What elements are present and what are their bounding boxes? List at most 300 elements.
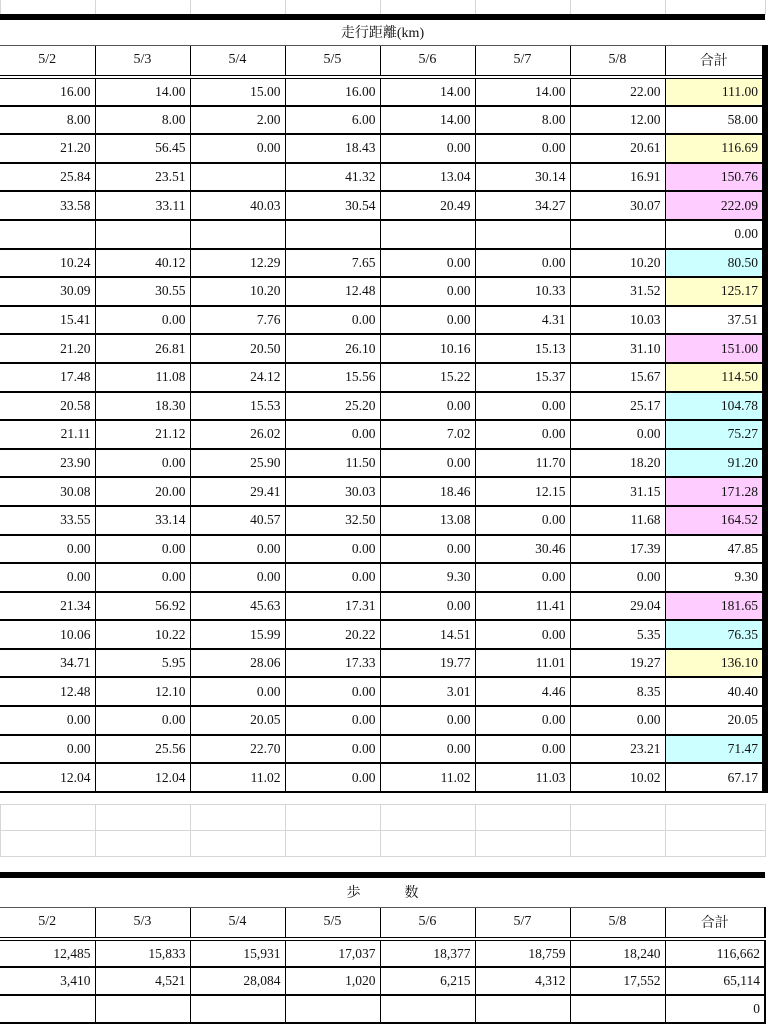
data-cell[interactable]: 10.20 <box>570 249 665 278</box>
data-cell[interactable]: 0.00 <box>475 420 570 449</box>
table-row <box>0 535 765 564</box>
data-cell[interactable] <box>285 220 380 249</box>
data-cell[interactable]: 21.12 <box>95 420 190 449</box>
data-cell[interactable]: 18.20 <box>570 449 665 478</box>
data-cell[interactable]: 15.00 <box>190 77 285 106</box>
data-cell[interactable]: 28.06 <box>190 649 285 678</box>
data-cell[interactable]: 29.04 <box>570 592 665 621</box>
data-cell[interactable]: 14.51 <box>380 620 475 649</box>
data-cell[interactable]: 15.37 <box>475 363 570 392</box>
data-cell[interactable]: 25.90 <box>190 449 285 478</box>
data-cell[interactable] <box>190 995 285 1023</box>
data-cell[interactable]: 17.39 <box>570 535 665 564</box>
table-row <box>0 220 765 249</box>
data-cell[interactable]: 10.33 <box>475 277 570 306</box>
data-cell[interactable]: 3,410 <box>0 967 95 995</box>
total-cell[interactable]: 9.30 <box>665 563 765 592</box>
table-row <box>0 967 765 995</box>
data-cell[interactable]: 4,521 <box>95 967 190 995</box>
table-row <box>0 277 765 306</box>
total-cell[interactable]: 116,662 <box>665 939 765 967</box>
table-row <box>0 363 765 392</box>
data-cell[interactable]: 11.03 <box>475 763 570 792</box>
total-cell[interactable]: 67.17 <box>665 763 765 792</box>
data-cell[interactable]: 0.00 <box>570 706 665 735</box>
total-cell[interactable]: 136.10 <box>665 649 765 678</box>
table-row <box>0 420 765 449</box>
empty-grid-middle <box>0 804 766 857</box>
data-cell[interactable]: 12.04 <box>95 763 190 792</box>
data-cell[interactable]: 30.14 <box>475 163 570 192</box>
data-cell[interactable]: 0.00 <box>95 306 190 335</box>
data-cell[interactable]: 12.48 <box>0 677 95 706</box>
table-row <box>0 706 765 735</box>
data-cell[interactable]: 31.15 <box>570 477 665 506</box>
grid-cell[interactable] <box>286 805 381 831</box>
data-cell[interactable]: 40.12 <box>95 249 190 278</box>
header-date[interactable]: 5/8 <box>570 45 665 77</box>
steps-title-left: 歩 <box>346 886 361 902</box>
header-date[interactable]: 5/4 <box>190 907 285 939</box>
header-date[interactable]: 5/5 <box>285 907 380 939</box>
data-cell[interactable]: 10.03 <box>570 306 665 335</box>
data-cell[interactable]: 11.08 <box>95 363 190 392</box>
data-cell[interactable]: 14.00 <box>380 77 475 106</box>
data-cell[interactable]: 17.31 <box>285 592 380 621</box>
header-total[interactable]: 合計 <box>665 907 765 939</box>
data-cell[interactable]: 14.00 <box>95 77 190 106</box>
data-cell[interactable]: 56.45 <box>95 134 190 163</box>
grid-cell[interactable] <box>666 0 766 15</box>
data-cell[interactable]: 15,931 <box>190 939 285 967</box>
grid-cell[interactable] <box>571 0 666 15</box>
header-date[interactable]: 5/6 <box>380 907 475 939</box>
data-cell[interactable]: 4,312 <box>475 967 570 995</box>
grid-cell[interactable] <box>571 805 666 831</box>
data-cell[interactable]: 15,833 <box>95 939 190 967</box>
header-date[interactable]: 5/5 <box>285 45 380 77</box>
data-cell[interactable]: 0.00 <box>475 735 570 764</box>
data-cell[interactable]: 24.12 <box>190 363 285 392</box>
data-cell[interactable]: 6.00 <box>285 106 380 135</box>
data-cell[interactable]: 45.63 <box>190 592 285 621</box>
table-row <box>0 763 765 792</box>
data-cell[interactable] <box>380 995 475 1023</box>
data-cell[interactable]: 0.00 <box>380 706 475 735</box>
total-cell[interactable]: 80.50 <box>665 249 765 278</box>
header-date[interactable]: 5/6 <box>380 45 475 77</box>
data-cell[interactable]: 0.00 <box>190 677 285 706</box>
grid-cell[interactable] <box>476 831 571 857</box>
total-cell[interactable]: 151.00 <box>665 334 765 363</box>
data-cell[interactable]: 31.52 <box>570 277 665 306</box>
data-cell[interactable]: 11.02 <box>380 763 475 792</box>
data-cell[interactable]: 25.17 <box>570 392 665 421</box>
data-cell[interactable]: 0.00 <box>95 535 190 564</box>
total-cell[interactable]: 0 <box>665 995 765 1023</box>
total-cell[interactable]: 37.51 <box>665 306 765 335</box>
data-cell[interactable]: 0.00 <box>190 563 285 592</box>
data-cell[interactable]: 17,552 <box>570 967 665 995</box>
data-cell[interactable]: 0.00 <box>475 506 570 535</box>
data-cell[interactable]: 7.02 <box>380 420 475 449</box>
data-cell[interactable]: 6,215 <box>380 967 475 995</box>
grid-cell[interactable] <box>191 831 286 857</box>
grid-cell[interactable] <box>1 805 96 831</box>
data-cell[interactable]: 22.70 <box>190 735 285 764</box>
grid-cell[interactable] <box>666 805 766 831</box>
total-cell[interactable]: 150.76 <box>665 163 765 192</box>
grid-cell[interactable] <box>476 805 571 831</box>
grid-cell[interactable] <box>96 0 191 15</box>
total-cell[interactable]: 75.27 <box>665 420 765 449</box>
data-cell[interactable]: 11.02 <box>190 763 285 792</box>
data-cell[interactable]: 0.00 <box>475 392 570 421</box>
data-cell[interactable]: 10.16 <box>380 334 475 363</box>
data-cell[interactable]: 17,037 <box>285 939 380 967</box>
data-cell[interactable]: 10.22 <box>95 620 190 649</box>
data-cell[interactable] <box>95 995 190 1023</box>
data-cell[interactable]: 15.67 <box>570 363 665 392</box>
header-total[interactable]: 合計 <box>665 45 765 77</box>
data-cell[interactable]: 0.00 <box>475 134 570 163</box>
header-date[interactable]: 5/4 <box>190 45 285 77</box>
data-cell[interactable]: 30.03 <box>285 477 380 506</box>
data-cell[interactable]: 20.61 <box>570 134 665 163</box>
data-cell[interactable]: 22.00 <box>570 77 665 106</box>
table-row <box>0 191 765 220</box>
data-cell[interactable]: 18,377 <box>380 939 475 967</box>
data-cell[interactable]: 0.00 <box>190 134 285 163</box>
table-row <box>0 77 765 106</box>
total-cell[interactable]: 116.69 <box>665 134 765 163</box>
total-cell[interactable]: 20.05 <box>665 706 765 735</box>
data-cell[interactable]: 34.71 <box>0 649 95 678</box>
data-cell[interactable]: 12.00 <box>570 106 665 135</box>
data-cell[interactable]: 5.95 <box>95 649 190 678</box>
data-cell[interactable]: 5.35 <box>570 620 665 649</box>
data-cell[interactable]: 17.33 <box>285 649 380 678</box>
data-cell[interactable]: 12.10 <box>95 677 190 706</box>
grid-cell[interactable] <box>1 0 96 15</box>
data-cell[interactable]: 28,084 <box>190 967 285 995</box>
total-cell[interactable]: 71.47 <box>665 735 765 764</box>
total-cell[interactable]: 0.00 <box>665 220 765 249</box>
data-cell[interactable]: 10.20 <box>190 277 285 306</box>
header-date[interactable]: 5/2 <box>0 907 95 939</box>
data-cell[interactable] <box>475 220 570 249</box>
data-cell[interactable]: 18.46 <box>380 477 475 506</box>
table-row <box>0 163 765 192</box>
data-cell[interactable]: 0.00 <box>285 677 380 706</box>
data-cell[interactable]: 11.70 <box>475 449 570 478</box>
data-cell[interactable]: 25.84 <box>0 163 95 192</box>
data-cell[interactable]: 0.00 <box>95 706 190 735</box>
data-cell[interactable]: 33.58 <box>0 191 95 220</box>
table-row <box>0 306 765 335</box>
total-cell[interactable]: 91.20 <box>665 449 765 478</box>
distance-table <box>0 14 768 793</box>
data-cell[interactable]: 21.34 <box>0 592 95 621</box>
data-cell[interactable]: 25.20 <box>285 392 380 421</box>
data-cell[interactable]: 20.22 <box>285 620 380 649</box>
grid-cell[interactable] <box>191 0 286 15</box>
grid-cell[interactable] <box>96 831 191 857</box>
data-cell[interactable]: 0.00 <box>380 392 475 421</box>
data-cell[interactable]: 23.21 <box>570 735 665 764</box>
data-cell[interactable]: 41.32 <box>285 163 380 192</box>
data-cell[interactable]: 21.11 <box>0 420 95 449</box>
table-row <box>0 249 765 278</box>
total-cell[interactable]: 181.65 <box>665 592 765 621</box>
data-cell[interactable]: 25.56 <box>95 735 190 764</box>
data-cell[interactable]: 26.02 <box>190 420 285 449</box>
total-cell[interactable]: 65,114 <box>665 967 765 995</box>
data-cell[interactable]: 12.48 <box>285 277 380 306</box>
data-cell[interactable]: 12.15 <box>475 477 570 506</box>
data-cell[interactable]: 0.00 <box>285 535 380 564</box>
total-cell[interactable]: 125.17 <box>665 277 765 306</box>
data-cell[interactable]: 11.68 <box>570 506 665 535</box>
header-date[interactable]: 5/3 <box>95 907 190 939</box>
data-cell[interactable]: 11.01 <box>475 649 570 678</box>
steps-table-title[interactable] <box>0 875 765 907</box>
data-cell[interactable] <box>190 163 285 192</box>
data-cell[interactable]: 0.00 <box>285 763 380 792</box>
data-cell[interactable]: 0.00 <box>285 420 380 449</box>
distance-table-title[interactable]: 走行距離(km) <box>0 17 765 45</box>
data-cell[interactable]: 20.58 <box>0 392 95 421</box>
table-row <box>0 106 765 135</box>
steps-title-right: 数 <box>404 886 419 902</box>
data-cell[interactable]: 19.27 <box>570 649 665 678</box>
data-cell[interactable]: 8.00 <box>0 106 95 135</box>
data-cell[interactable]: 2.00 <box>190 106 285 135</box>
data-cell[interactable]: 15.99 <box>190 620 285 649</box>
data-cell[interactable]: 11.50 <box>285 449 380 478</box>
data-cell[interactable]: 0.00 <box>285 563 380 592</box>
data-cell[interactable]: 33.11 <box>95 191 190 220</box>
data-cell[interactable] <box>570 220 665 249</box>
data-cell[interactable]: 15.53 <box>190 392 285 421</box>
empty-grid-top <box>0 0 766 15</box>
grid-cell[interactable] <box>381 805 476 831</box>
data-cell[interactable]: 15.41 <box>0 306 95 335</box>
total-cell[interactable]: 111.00 <box>665 77 765 106</box>
data-cell[interactable]: 30.08 <box>0 477 95 506</box>
table-row <box>0 477 765 506</box>
data-cell[interactable]: 16.91 <box>570 163 665 192</box>
data-cell[interactable]: 40.03 <box>190 191 285 220</box>
data-cell[interactable]: 4.46 <box>475 677 570 706</box>
data-cell[interactable]: 0.00 <box>285 306 380 335</box>
data-cell[interactable]: 30.46 <box>475 535 570 564</box>
data-cell[interactable]: 23.90 <box>0 449 95 478</box>
data-cell[interactable]: 16.00 <box>0 77 95 106</box>
data-cell[interactable]: 8.00 <box>95 106 190 135</box>
data-cell[interactable] <box>475 995 570 1023</box>
data-cell[interactable]: 26.10 <box>285 334 380 363</box>
grid-cell[interactable] <box>286 831 381 857</box>
data-cell[interactable]: 30.07 <box>570 191 665 220</box>
table-row <box>0 939 765 967</box>
data-cell[interactable]: 0.00 <box>570 420 665 449</box>
total-cell[interactable]: 76.35 <box>665 620 765 649</box>
total-cell[interactable]: 171.28 <box>665 477 765 506</box>
data-cell[interactable]: 0.00 <box>475 563 570 592</box>
data-cell[interactable]: 11.41 <box>475 592 570 621</box>
data-cell[interactable]: 26.81 <box>95 334 190 363</box>
data-cell[interactable]: 20.49 <box>380 191 475 220</box>
data-cell[interactable]: 0.00 <box>0 535 95 564</box>
data-cell[interactable]: 34.27 <box>475 191 570 220</box>
data-cell[interactable]: 0.00 <box>380 449 475 478</box>
data-cell[interactable]: 30.54 <box>285 191 380 220</box>
data-cell[interactable]: 13.08 <box>380 506 475 535</box>
data-cell[interactable]: 7.65 <box>285 249 380 278</box>
data-cell[interactable]: 0.00 <box>95 449 190 478</box>
header-date[interactable]: 5/7 <box>475 907 570 939</box>
data-cell[interactable]: 30.55 <box>95 277 190 306</box>
data-cell[interactable]: 13.04 <box>380 163 475 192</box>
data-cell[interactable]: 0.00 <box>0 563 95 592</box>
data-cell[interactable]: 0.00 <box>0 735 95 764</box>
table-row <box>0 620 765 649</box>
grid-cell[interactable] <box>191 805 286 831</box>
data-cell[interactable] <box>0 995 95 1023</box>
data-cell[interactable]: 12,485 <box>0 939 95 967</box>
total-cell[interactable]: 104.78 <box>665 392 765 421</box>
data-cell[interactable]: 20.05 <box>190 706 285 735</box>
header-date[interactable]: 5/7 <box>475 45 570 77</box>
data-cell[interactable]: 0.00 <box>0 706 95 735</box>
data-cell[interactable]: 0.00 <box>380 306 475 335</box>
data-cell[interactable]: 0.00 <box>380 535 475 564</box>
data-cell[interactable]: 7.76 <box>190 306 285 335</box>
table-row <box>0 995 765 1023</box>
table-row <box>0 592 765 621</box>
data-cell[interactable]: 10.06 <box>0 620 95 649</box>
data-cell[interactable]: 16.00 <box>285 77 380 106</box>
data-cell[interactable]: 21.20 <box>0 334 95 363</box>
table-row <box>0 449 765 478</box>
data-cell[interactable] <box>285 995 380 1023</box>
data-cell[interactable]: 0.00 <box>380 134 475 163</box>
table-row <box>0 649 765 678</box>
data-cell[interactable]: 14.00 <box>380 106 475 135</box>
data-cell[interactable]: 15.56 <box>285 363 380 392</box>
grid-cell[interactable] <box>96 805 191 831</box>
data-cell[interactable]: 18.30 <box>95 392 190 421</box>
grid-cell[interactable] <box>571 831 666 857</box>
data-cell[interactable]: 0.00 <box>475 620 570 649</box>
data-cell[interactable] <box>570 995 665 1023</box>
grid-cell[interactable] <box>666 831 766 857</box>
data-cell[interactable]: 0.00 <box>95 563 190 592</box>
data-cell[interactable]: 32.50 <box>285 506 380 535</box>
total-cell[interactable]: 40.40 <box>665 677 765 706</box>
data-cell[interactable]: 8.35 <box>570 677 665 706</box>
table-row <box>0 563 765 592</box>
data-cell[interactable]: 0.00 <box>380 592 475 621</box>
table-row <box>0 334 765 363</box>
data-cell[interactable]: 18,759 <box>475 939 570 967</box>
data-cell[interactable]: 23.51 <box>95 163 190 192</box>
data-cell[interactable]: 0.00 <box>380 249 475 278</box>
steps-table <box>0 872 766 1024</box>
table-row <box>0 735 765 764</box>
data-cell[interactable]: 15.13 <box>475 334 570 363</box>
data-cell[interactable]: 0.00 <box>285 706 380 735</box>
data-cell[interactable]: 4.31 <box>475 306 570 335</box>
data-cell[interactable]: 18,240 <box>570 939 665 967</box>
total-cell[interactable]: 222.09 <box>665 191 765 220</box>
data-cell[interactable]: 14.00 <box>475 77 570 106</box>
total-cell[interactable]: 47.85 <box>665 535 765 564</box>
data-cell[interactable]: 21.20 <box>0 134 95 163</box>
data-cell[interactable]: 0.00 <box>475 249 570 278</box>
data-cell[interactable]: 56.92 <box>95 592 190 621</box>
grid-cell[interactable] <box>286 0 381 15</box>
grid-cell[interactable] <box>476 0 571 15</box>
total-cell[interactable]: 164.52 <box>665 506 765 535</box>
data-cell[interactable]: 19.77 <box>380 649 475 678</box>
data-cell[interactable]: 0.00 <box>380 735 475 764</box>
data-cell[interactable]: 10.24 <box>0 249 95 278</box>
total-cell[interactable]: 58.00 <box>665 106 765 135</box>
data-cell[interactable]: 20.50 <box>190 334 285 363</box>
data-cell[interactable]: 10.02 <box>570 763 665 792</box>
data-cell[interactable]: 31.10 <box>570 334 665 363</box>
table-row <box>0 134 765 163</box>
data-cell[interactable] <box>190 220 285 249</box>
data-cell[interactable]: 30.09 <box>0 277 95 306</box>
total-cell[interactable]: 114.50 <box>665 363 765 392</box>
grid-cell[interactable] <box>381 831 476 857</box>
data-cell[interactable]: 0.00 <box>190 535 285 564</box>
table-row <box>0 392 765 421</box>
data-cell[interactable]: 1,020 <box>285 967 380 995</box>
data-cell[interactable]: 29.41 <box>190 477 285 506</box>
header-date[interactable]: 5/3 <box>95 45 190 77</box>
table-row <box>0 506 765 535</box>
grid-cell[interactable] <box>381 0 476 15</box>
table-row <box>0 677 765 706</box>
header-date[interactable]: 5/2 <box>0 45 95 77</box>
data-cell[interactable]: 0.00 <box>285 735 380 764</box>
data-cell[interactable] <box>380 220 475 249</box>
data-cell[interactable]: 20.00 <box>95 477 190 506</box>
data-cell[interactable]: 33.55 <box>0 506 95 535</box>
data-cell[interactable]: 15.22 <box>380 363 475 392</box>
data-cell[interactable]: 17.48 <box>0 363 95 392</box>
header-date[interactable]: 5/8 <box>570 907 665 939</box>
data-cell[interactable]: 0.00 <box>475 706 570 735</box>
data-cell[interactable]: 12.04 <box>0 763 95 792</box>
data-cell[interactable]: 12.29 <box>190 249 285 278</box>
data-cell[interactable]: 0.00 <box>380 277 475 306</box>
data-cell[interactable]: 0.00 <box>570 563 665 592</box>
data-cell[interactable] <box>0 220 95 249</box>
data-cell[interactable]: 9.30 <box>380 563 475 592</box>
data-cell[interactable]: 18.43 <box>285 134 380 163</box>
data-cell[interactable]: 33.14 <box>95 506 190 535</box>
grid-cell[interactable] <box>1 831 96 857</box>
data-cell[interactable]: 40.57 <box>190 506 285 535</box>
data-cell[interactable]: 8.00 <box>475 106 570 135</box>
data-cell[interactable] <box>95 220 190 249</box>
data-cell[interactable]: 3.01 <box>380 677 475 706</box>
